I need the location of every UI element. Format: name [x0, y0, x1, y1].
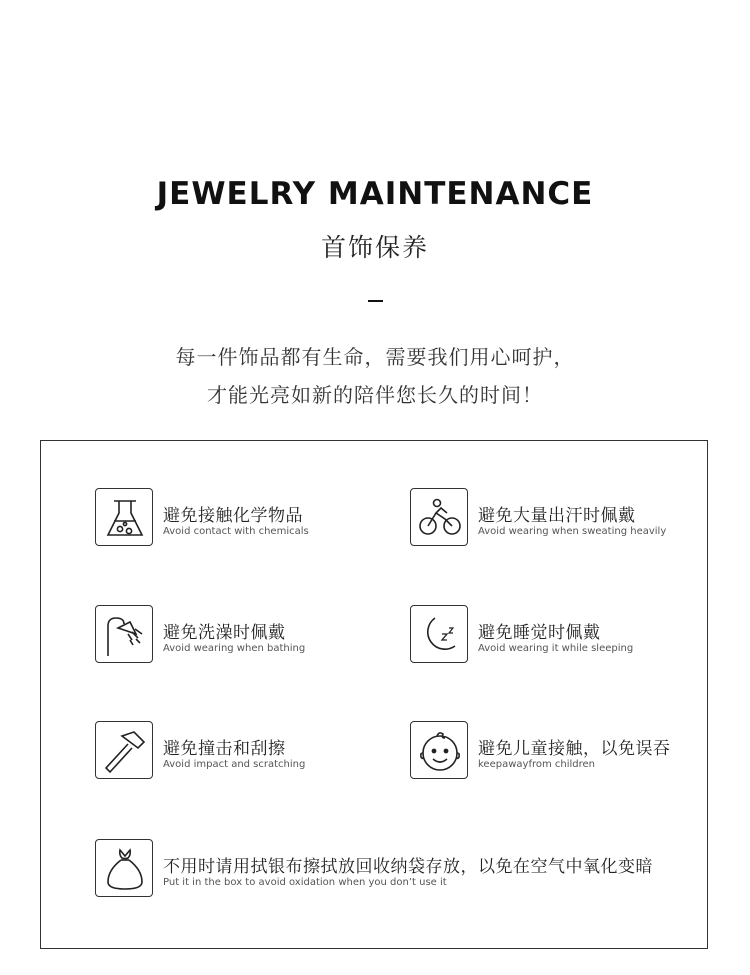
tip-label-cn: 避免接触化学物品 — [163, 506, 303, 526]
tip-label-en: Put it in the box to avoid oxidation when you don’t use it — [163, 877, 447, 888]
tip-label-cn: 避免撞击和刮擦 — [163, 739, 286, 759]
flask-icon — [95, 488, 153, 546]
hammer-icon — [95, 721, 153, 779]
tip-label-en: Avoid wearing when sweating heavily — [478, 526, 667, 537]
title-chinese: 首饰保养 — [320, 233, 429, 262]
tip-label-cn: 避免儿童接触，以免误吞 — [478, 739, 671, 759]
cyclist-icon — [410, 488, 468, 546]
intro-text — [0, 338, 750, 414]
tip-label-en: Avoid contact with chemicals — [163, 526, 309, 537]
care-tips-panel — [40, 440, 708, 949]
pouch-icon — [95, 839, 153, 897]
shower-icon — [95, 605, 153, 663]
title-english: JEWELRY MAINTENANCE — [156, 176, 594, 212]
tip-label-cn: 避免睡觉时佩戴 — [478, 623, 601, 643]
tip-label-en: keepawayfrom children — [478, 759, 596, 770]
intro-line-2: 才能光亮如新的陪伴您长久的时间！ — [207, 383, 543, 407]
baby-face-icon — [410, 721, 468, 779]
tip-label-en: Avoid wearing when bathing — [163, 643, 306, 654]
divider-dash — [368, 300, 383, 302]
tip-label-cn: 避免洗澡时佩戴 — [163, 623, 286, 643]
tip-label-en: Avoid impact and scratching — [163, 759, 306, 770]
tip-label-cn: 不用时请用拭银布擦拭放回收纳袋存放，以免在空气中氧化变暗 — [163, 857, 653, 877]
tip-label-en: Avoid wearing it while sleeping — [478, 643, 634, 654]
tip-label-cn: 避免大量出汗时佩戴 — [478, 506, 636, 526]
moon-sleep-icon — [410, 605, 468, 663]
intro-line-1: 每一件饰品都有生命，需要我们用心呵护， — [175, 345, 575, 369]
